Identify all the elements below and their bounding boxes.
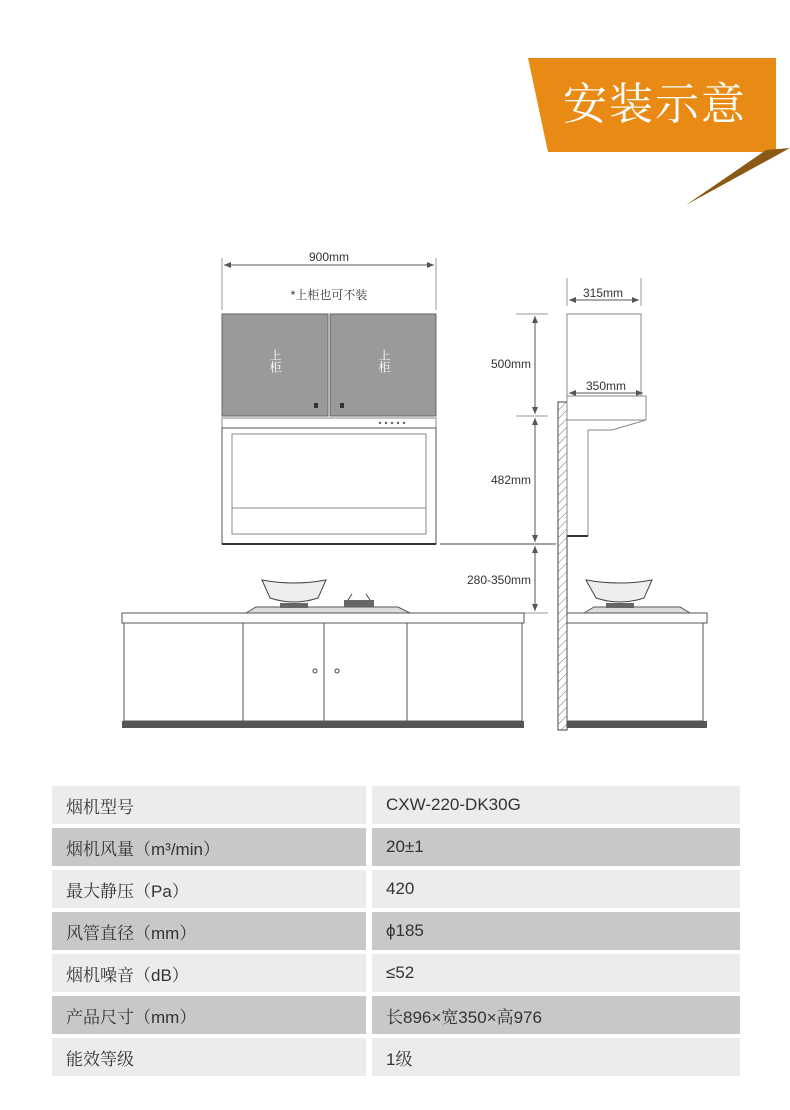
upper-cabinet-left-label: 上柜 bbox=[268, 349, 282, 373]
wall-section bbox=[558, 402, 567, 730]
upper-cabinet-note: *上柜也可不装 bbox=[290, 288, 368, 302]
header-banner bbox=[0, 0, 790, 220]
spec-label: 能效等级 bbox=[52, 1038, 366, 1076]
spec-label: 烟机噪音（dB） bbox=[52, 954, 366, 992]
table-row bbox=[52, 912, 740, 950]
upper-height-label: 500mm bbox=[490, 357, 531, 371]
upper-cabinet-right-label: 上柜 bbox=[377, 349, 391, 373]
gap-label: 280-350mm bbox=[466, 573, 531, 587]
table-row bbox=[52, 996, 740, 1034]
range-hood-front bbox=[222, 418, 436, 544]
spec-value: 长896×宽350×高976 bbox=[372, 996, 740, 1034]
installation-diagram bbox=[0, 230, 790, 750]
banner-fold-shadow bbox=[686, 148, 790, 205]
spec-value: 20±1 bbox=[372, 828, 740, 866]
depth-top-label: 315mm bbox=[582, 286, 624, 300]
table-row bbox=[52, 828, 740, 866]
spec-label: 烟机型号 bbox=[52, 786, 366, 824]
spec-label: 风管直径（mm） bbox=[52, 912, 366, 950]
spec-value: ≤52 bbox=[372, 954, 740, 992]
spec-label: 烟机风量（m³/min） bbox=[52, 828, 366, 866]
side-view bbox=[567, 278, 646, 536]
vertical-dimensions bbox=[467, 316, 535, 611]
base-cabinet-side bbox=[567, 580, 707, 728]
spec-value: ϕ185 bbox=[372, 912, 740, 950]
upper-cabinet bbox=[222, 314, 436, 416]
spec-label: 产品尺寸（mm） bbox=[52, 996, 366, 1034]
table-row bbox=[52, 870, 740, 908]
banner-title: 安装示意 bbox=[563, 79, 747, 130]
spec-label: 最大静压（Pa） bbox=[52, 870, 366, 908]
depth-hood-label: 350mm bbox=[585, 379, 627, 393]
table-row bbox=[52, 954, 740, 992]
spec-value: CXW-220-DK30G bbox=[372, 786, 740, 824]
stove-front bbox=[246, 580, 410, 613]
hood-height-label: 482mm bbox=[490, 473, 531, 487]
width-label: 900mm bbox=[308, 250, 350, 264]
base-cabinet-front bbox=[122, 613, 524, 728]
spec-table bbox=[52, 782, 740, 1080]
spec-value: 1级 bbox=[372, 1038, 740, 1076]
spec-value: 420 bbox=[372, 870, 740, 908]
table-row bbox=[52, 1038, 740, 1076]
table-row bbox=[52, 786, 740, 824]
